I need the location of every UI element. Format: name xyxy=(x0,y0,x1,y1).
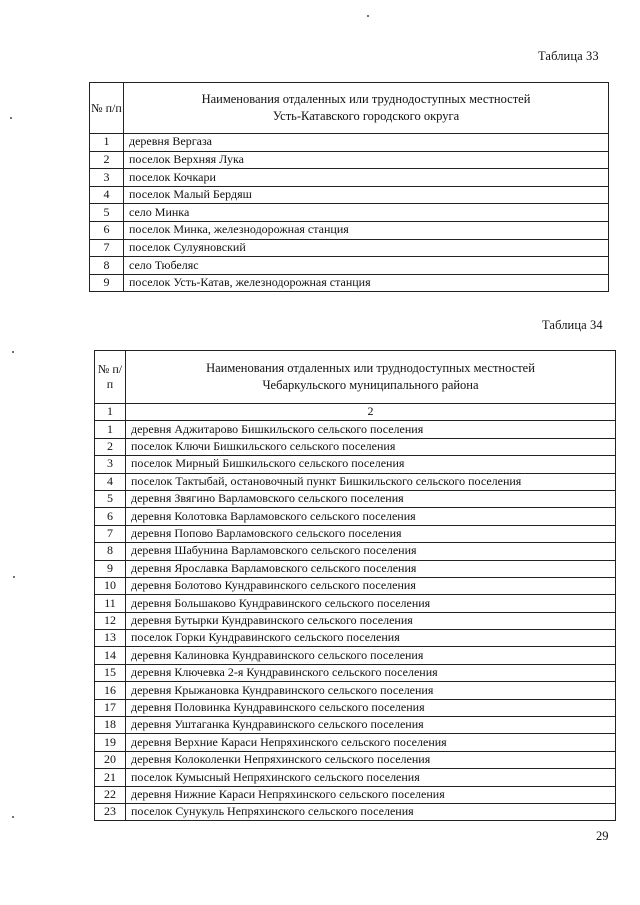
table-row xyxy=(95,699,616,716)
row-number-cell: 2 xyxy=(90,151,124,169)
locality-name-cell: поселок Сулуяновский xyxy=(124,239,609,257)
row-number-cell: 9 xyxy=(90,274,124,292)
table-row xyxy=(95,508,616,525)
table-row xyxy=(95,664,616,681)
table-row xyxy=(95,577,616,594)
locality-name-cell: деревня Калиновка Кундравинского сельского поселения xyxy=(126,647,616,664)
table-row xyxy=(95,647,616,664)
row-number-cell: 11 xyxy=(95,595,126,612)
locality-name-cell: деревня Бутырки Кундравинского сельского поселения xyxy=(126,612,616,629)
locality-name-cell: село Минка xyxy=(124,204,609,222)
locality-name-cell: поселок Ключи Бишкильского сельского поселения xyxy=(126,438,616,455)
table-header-row xyxy=(90,83,609,134)
header-title-line-2: Чебаркульского муниципального района xyxy=(262,378,479,392)
table-row xyxy=(90,204,609,222)
table-row xyxy=(95,769,616,786)
table-row xyxy=(95,438,616,455)
row-number-cell: 20 xyxy=(95,751,126,768)
row-number-cell: 15 xyxy=(95,664,126,681)
row-number-cell: 1 xyxy=(90,134,124,152)
row-number-cell: 4 xyxy=(95,473,126,490)
locality-name-cell: поселок Верхняя Лука xyxy=(124,151,609,169)
row-number-cell: 2 xyxy=(95,438,126,455)
row-number-cell: 22 xyxy=(95,786,126,803)
table-row xyxy=(95,734,616,751)
locality-name-cell: деревня Большаково Кундравинского сельского поселения xyxy=(126,595,616,612)
column-number-1: 1 xyxy=(95,404,126,421)
row-number-cell: 9 xyxy=(95,560,126,577)
table-row xyxy=(95,490,616,507)
row-number-cell: 4 xyxy=(90,186,124,204)
table-row xyxy=(95,595,616,612)
row-number-cell: 8 xyxy=(95,543,126,560)
locality-name-cell: поселок Усть-Катав, железнодорожная станция xyxy=(124,274,609,292)
table-row xyxy=(90,239,609,257)
row-number-cell: 8 xyxy=(90,257,124,275)
table-row xyxy=(95,786,616,803)
table-row xyxy=(95,456,616,473)
row-number-cell: 1 xyxy=(95,421,126,438)
scan-speck xyxy=(13,576,15,578)
locality-name-cell: село Тюбеляс xyxy=(124,257,609,275)
header-num-cell: № п/п xyxy=(95,351,126,404)
row-number-cell: 13 xyxy=(95,630,126,647)
row-number-cell: 6 xyxy=(95,508,126,525)
locality-name-cell: деревня Звягино Варламовского сельского поселения xyxy=(126,490,616,507)
table-row xyxy=(95,803,616,820)
locality-name-cell: поселок Кумысный Непряхинского сельского поселения xyxy=(126,769,616,786)
table-33-caption: Таблица 33 xyxy=(538,49,599,63)
table-33 xyxy=(89,82,609,292)
locality-name-cell: поселок Сунукуль Непряхинского сельского поселения xyxy=(126,803,616,820)
row-number-cell: 5 xyxy=(90,204,124,222)
row-number-cell: 6 xyxy=(90,221,124,239)
locality-name-cell: деревня Шабунина Варламовского сельского поселения xyxy=(126,543,616,560)
locality-name-cell: поселок Минка, железнодорожная станция xyxy=(124,221,609,239)
column-number-row xyxy=(95,404,616,421)
table-34-body xyxy=(95,404,616,821)
row-number-cell: 3 xyxy=(90,169,124,187)
header-title-cell xyxy=(126,351,616,404)
table-row xyxy=(95,560,616,577)
locality-name-cell: деревня Колотовка Варламовского сельского поселения xyxy=(126,508,616,525)
table-row xyxy=(90,274,609,292)
table-row xyxy=(95,682,616,699)
locality-name-cell: поселок Горки Кундравинского сельского поселения xyxy=(126,630,616,647)
scan-speck xyxy=(367,15,369,17)
table-header-row xyxy=(95,351,616,404)
table-row xyxy=(90,186,609,204)
table-row xyxy=(95,473,616,490)
page-number: 29 xyxy=(596,829,609,843)
row-number-cell: 17 xyxy=(95,699,126,716)
column-number-2: 2 xyxy=(126,404,616,421)
row-number-cell: 23 xyxy=(95,803,126,820)
row-number-cell: 14 xyxy=(95,647,126,664)
row-number-cell: 5 xyxy=(95,490,126,507)
locality-name-cell: поселок Тактыбай, остановочный пункт Бишкильского сельского поселения xyxy=(126,473,616,490)
table-row xyxy=(95,612,616,629)
table-row xyxy=(95,525,616,542)
locality-name-cell: деревня Ключевка 2-я Кундравинского сельского поселения xyxy=(126,664,616,681)
locality-name-cell: деревня Аджитарово Бишкильского сельского поселения xyxy=(126,421,616,438)
table-33-body xyxy=(90,134,609,292)
locality-name-cell: поселок Кочкари xyxy=(124,169,609,187)
header-num-cell: № п/п xyxy=(90,83,124,134)
row-number-cell: 7 xyxy=(90,239,124,257)
locality-name-cell: деревня Половинка Кундравинского сельского поселения xyxy=(126,699,616,716)
scan-speck xyxy=(10,117,12,119)
table-34-caption: Таблица 34 xyxy=(542,318,603,332)
table-row xyxy=(90,221,609,239)
table-row xyxy=(95,421,616,438)
table-row xyxy=(95,751,616,768)
locality-name-cell: деревня Крыжановка Кундравинского сельского поселения xyxy=(126,682,616,699)
locality-name-cell: поселок Малый Бердяш xyxy=(124,186,609,204)
row-number-cell: 3 xyxy=(95,456,126,473)
header-title-cell xyxy=(124,83,609,134)
header-title-line-2: Усть-Катавского городского округа xyxy=(272,109,460,123)
header-title-line-1: Наименования отдаленных или труднодоступных местностей xyxy=(206,361,535,376)
table-34 xyxy=(94,350,616,821)
table-row xyxy=(95,630,616,647)
locality-name-cell: деревня Попово Варламовского сельского поселения xyxy=(126,525,616,542)
locality-name-cell: деревня Колоколенки Непряхинского сельского поселения xyxy=(126,751,616,768)
row-number-cell: 10 xyxy=(95,577,126,594)
scan-speck xyxy=(12,351,14,353)
scan-speck xyxy=(12,816,14,818)
row-number-cell: 7 xyxy=(95,525,126,542)
locality-name-cell: деревня Ярославка Варламовского сельского поселения xyxy=(126,560,616,577)
table-row xyxy=(90,169,609,187)
row-number-cell: 12 xyxy=(95,612,126,629)
header-title-line-1: Наименования отдаленных или труднодоступных местностей xyxy=(201,92,531,107)
table-row xyxy=(95,717,616,734)
table-row xyxy=(90,134,609,152)
table-row xyxy=(95,543,616,560)
row-number-cell: 16 xyxy=(95,682,126,699)
locality-name-cell: деревня Уштаганка Кундравинского сельского поселения xyxy=(126,717,616,734)
locality-name-cell: поселок Мирный Бишкильского сельского поселения xyxy=(126,456,616,473)
row-number-cell: 19 xyxy=(95,734,126,751)
locality-name-cell: деревня Болотово Кундравинского сельского поселения xyxy=(126,577,616,594)
row-number-cell: 21 xyxy=(95,769,126,786)
table-row xyxy=(90,257,609,275)
row-number-cell: 18 xyxy=(95,717,126,734)
locality-name-cell: деревня Нижние Караси Непряхинского сельского поселения xyxy=(126,786,616,803)
locality-name-cell: деревня Вергаза xyxy=(124,134,609,152)
table-row xyxy=(90,151,609,169)
locality-name-cell: деревня Верхние Караси Непряхинского сельского поселения xyxy=(126,734,616,751)
